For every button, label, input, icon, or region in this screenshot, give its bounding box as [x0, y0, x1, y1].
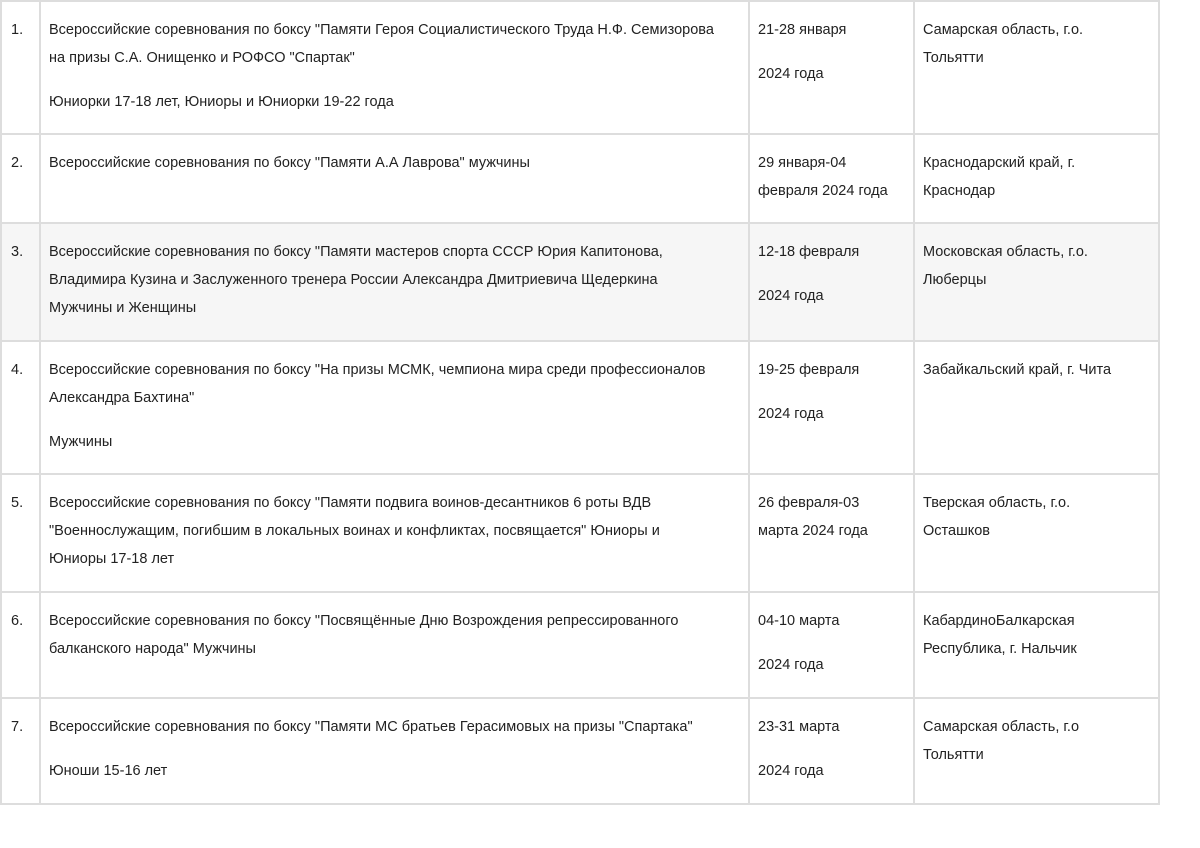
event-date-line: 23-31 марта [758, 719, 840, 735]
event-date-line: 21-28 января [758, 22, 847, 38]
event-date-cell [749, 134, 914, 223]
row-number: 3. [1, 223, 40, 341]
event-place-line: Краснодарский край, г. [923, 155, 1076, 171]
event-title-cell [40, 223, 749, 341]
event-title-line: Владимира Кузина и Заслуженного тренера России Александра Дмитриевича Щедеркина [49, 272, 658, 288]
event-date-cell [749, 223, 914, 341]
event-title-cell [40, 341, 749, 474]
event-place-line: Осташков [923, 523, 990, 539]
row-number: 2. [1, 134, 40, 223]
event-title-line: Александра Бахтина" [49, 390, 195, 406]
event-group: Мужчины [49, 434, 113, 450]
event-title-line: Всероссийские соревнования по боксу "Памяти Героя Социалистического Труда Н.Ф. Семизорова [49, 22, 714, 38]
event-place-line: Тверская область, г.о. [923, 495, 1071, 511]
event-date-line: 04-10 марта [758, 613, 840, 629]
event-place-line: Краснодар [923, 183, 996, 199]
event-title-cell [40, 134, 749, 223]
event-date-cell [749, 592, 914, 698]
event-date-cell [749, 698, 914, 804]
table-row [1, 134, 1159, 223]
event-place-cell [914, 1, 1159, 134]
event-place-cell [914, 592, 1159, 698]
event-title-line: балканского народа" Мужчины [49, 641, 256, 657]
event-place-cell [914, 134, 1159, 223]
table-row [1, 698, 1159, 804]
event-title-line: Всероссийские соревнования по боксу "На призы МСМК, чемпиона мира среди профессионалов [49, 362, 706, 378]
event-title-cell [40, 592, 749, 698]
event-place-cell [914, 223, 1159, 341]
table-row [1, 474, 1159, 592]
event-date-cell [749, 341, 914, 474]
event-title-line: Всероссийские соревнования по боксу "Памяти подвига воинов-десантников 6 роты ВДВ [49, 495, 652, 511]
event-title-line: Юниоры 17-18 лет [49, 551, 175, 567]
event-title-line: на призы С.А. Онищенко и РОФСО "Спартак" [49, 50, 355, 66]
event-title-cell [40, 1, 749, 134]
event-place-line: Республика, г. Нальчик [923, 641, 1077, 657]
event-title-line: Всероссийские соревнования по боксу "Памяти А.А Лаврова" мужчины [49, 155, 530, 171]
event-place-line: Тольятти [923, 747, 984, 763]
event-place-line: Самарская область, г.о [923, 719, 1080, 735]
event-date-line: 2024 года [758, 288, 824, 304]
event-place-line: Люберцы [923, 272, 987, 288]
event-date-line: 2024 года [758, 66, 824, 82]
event-title-line: "Военнослужащим, погибшим в локальных воинах и конфликтах, посвящается" Юниоры и [49, 523, 660, 539]
event-title-line: Всероссийские соревнования по боксу "Памяти МС братьев Герасимовых на призы "Спартака" [49, 719, 693, 735]
event-date-line: марта 2024 года [758, 523, 868, 539]
event-place-line: КабардиноБалкарская [923, 613, 1075, 629]
event-place-line: Тольятти [923, 50, 984, 66]
event-title-line: Всероссийские соревнования по боксу "Посвящённые Дню Возрождения репрессированного [49, 613, 679, 629]
row-number: 6. [1, 592, 40, 698]
event-date-line: 2024 года [758, 406, 824, 422]
row-number: 7. [1, 698, 40, 804]
event-date-line: 2024 года [758, 763, 824, 779]
event-date-line: февраля 2024 года [758, 183, 888, 199]
table-row [1, 592, 1159, 698]
event-date-line: 19-25 февраля [758, 362, 860, 378]
event-group: Юниорки 17-18 лет, Юниоры и Юниорки 19-22 года [49, 94, 394, 110]
event-group: Юноши 15-16 лет [49, 763, 168, 779]
event-date-cell [749, 474, 914, 592]
event-place-cell [914, 341, 1159, 474]
row-number: 1. [1, 1, 40, 134]
event-place-line: Самарская область, г.о. [923, 22, 1084, 38]
event-date-line: 26 февраля-03 [758, 495, 860, 511]
event-date-cell [749, 1, 914, 134]
event-place-cell [914, 474, 1159, 592]
row-number: 5. [1, 474, 40, 592]
event-title-cell [40, 474, 749, 592]
event-date-line: 29 января-04 [758, 155, 847, 171]
row-number: 4. [1, 341, 40, 474]
table-row [1, 341, 1159, 474]
event-place-cell [914, 698, 1159, 804]
event-place-line: Забайкальский край, г. Чита [923, 362, 1112, 378]
event-title-line: Всероссийские соревнования по боксу "Памяти мастеров спорта СССР Юрия Капитонова, [49, 244, 663, 260]
event-place-line: Московская область, г.о. [923, 244, 1088, 260]
event-date-line: 12-18 февраля [758, 244, 860, 260]
event-date-line: 2024 года [758, 657, 824, 673]
table-row [1, 1, 1159, 134]
event-title-line: Мужчины и Женщины [49, 300, 197, 316]
table-row [1, 223, 1159, 341]
event-title-cell [40, 698, 749, 804]
